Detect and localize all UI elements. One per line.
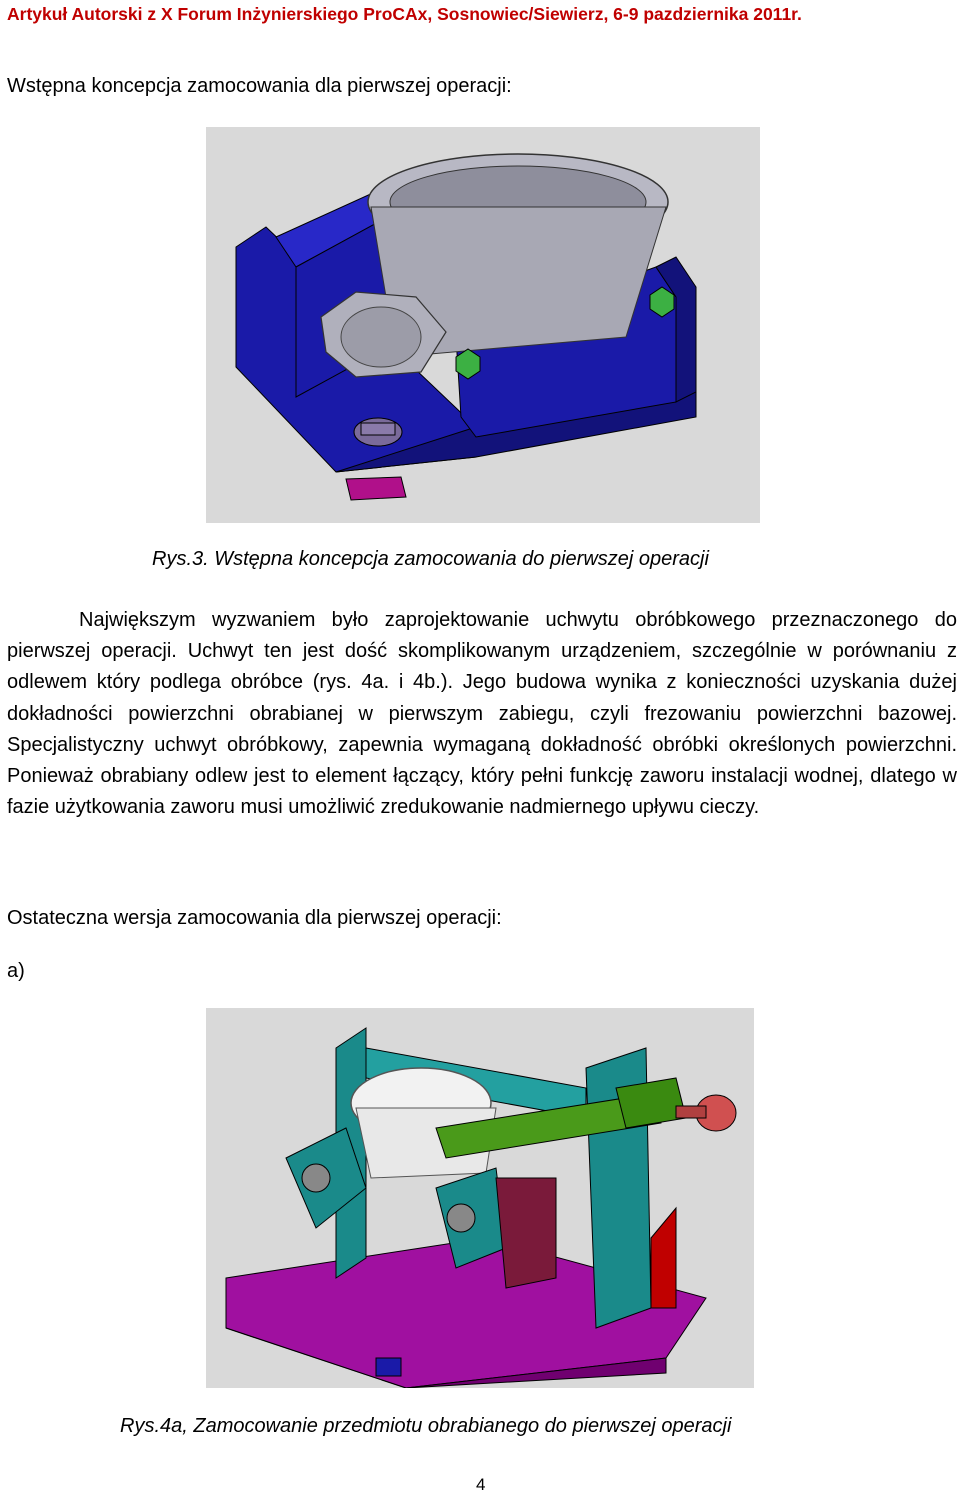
figure-final-fixture bbox=[206, 1008, 754, 1388]
document-header: Artykuł Autorski z X Forum Inżynierskiego ProCAx, Sosnowiec/Siewierz, 6-9 pazdziernika 2011r. bbox=[7, 4, 802, 24]
final-version-heading: Ostateczna wersja zamocowania dla pierwszej operacji: bbox=[7, 907, 502, 929]
body-paragraph-text: Największym wyzwaniem było zaprojektowanie uchwytu obróbkowego przeznaczonego do pierwszej operacji. Uchwyt ten jest dość skomplikowanym urządzeniem, szczególnie w porównaniu z odlewem który podlega obróbce (rys. 4a. i 4b.). Jego budowa wynika z konieczności uzyskania dużej dokładności powierzchni obrabianej w pierwszym zabiegu, czyli frezowaniu powierzchni bazowej. Specjalistyczny uchwyt obróbkowy, zapewnia wymaganą dokładność obróbki określonych powierzchni. Ponieważ obrabiany odlew jest to element łączący, który pełni funkcję zaworu instalacji wodnej, dlatego w fazie użytkowania zaworu musi umożliwić zredukowanie nadmiernego upływu cieczy. bbox=[7, 609, 957, 819]
figure-fixture-concept bbox=[206, 127, 760, 523]
intro-line: Wstępna koncepcja zamocowania dla pierwszej operacji: bbox=[7, 75, 512, 97]
final-fixture-render bbox=[206, 1008, 754, 1388]
fixture-concept-render bbox=[206, 127, 760, 523]
subfigure-label: a) bbox=[7, 960, 25, 982]
figure2-caption: Rys.4a, Zamocowanie przedmiotu obrabianego do pierwszej operacji bbox=[120, 1415, 732, 1437]
page-number: 4 bbox=[476, 1475, 486, 1494]
figure1-caption: Rys.3. Wstępna koncepcja zamocowania do pierwszej operacji bbox=[152, 548, 709, 570]
body-paragraph bbox=[7, 605, 957, 823]
